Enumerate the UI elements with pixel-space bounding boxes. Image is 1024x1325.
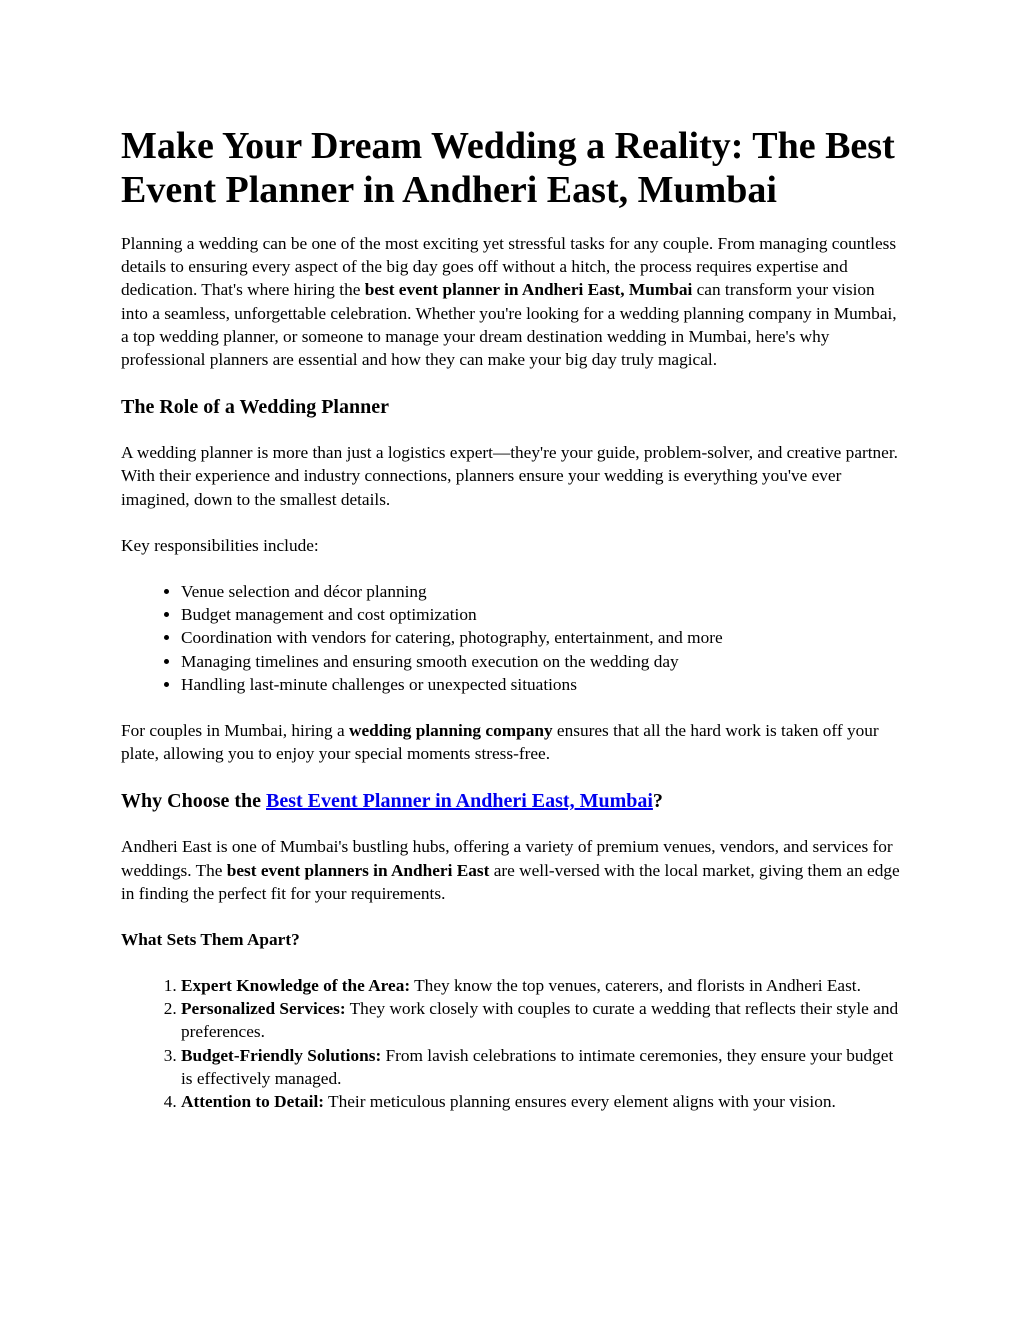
what-sets-apart-heading: What Sets Them Apart? — [121, 930, 300, 950]
list-item: • Coordination with vendors for catering, photography, entertainment, and more — [181, 626, 901, 649]
item-text: They know the top venues, caterers, and florists in Andheri East. — [410, 976, 861, 996]
why-heading — [121, 788, 901, 814]
why-text-2: are well-versed with the local market, giving them an edge in finding the perfect fit for your requirements. — [121, 860, 900, 903]
why-paragraph — [121, 835, 901, 905]
item-bold-label: Budget-Friendly Solutions: — [181, 1045, 382, 1065]
best-event-planner-link[interactable]: Best Event Planner in Andheri East, Mumbai — [266, 790, 653, 813]
why-heading-suffix: ? — [652, 790, 663, 813]
intro-text-2: can transform your vision into a seamless, unforgettable celebration. Whether you're looking for a wedding planning company in Mumbai, a top wedding planner, or someone to manage your dream destination wedding in Mumbai, here's why professional planners are essential and how they can make your big day truly magical. — [121, 280, 897, 370]
list-item: • Managing timelines and ensuring smooth execution on the wedding day — [181, 650, 901, 673]
why-bold-keyword: best event planners in Andheri East — [226, 860, 490, 880]
why-heading-prefix: Why Choose the — [121, 790, 267, 813]
item-text: Their meticulous planning ensures every element aligns with your vision. — [324, 1092, 836, 1112]
closing-text-1: For couples in Mumbai, hiring a — [121, 721, 349, 741]
list-item — [181, 1044, 901, 1090]
item-text: They work closely with couples to curate a wedding that reflects their style and preferences. — [181, 999, 899, 1042]
intro-paragraph — [121, 232, 901, 371]
role-paragraph: A wedding planner is more than just a logistics expert—they're your guide, problem-solver, and creative partner. With their experience and industry connections, planners ensure your wedding is everything you've ever imagined, down to the smallest details. — [121, 443, 898, 509]
item-bold-label: Personalized Services: — [181, 999, 346, 1019]
list-item: • Handling last-minute challenges or unexpected situations — [181, 673, 901, 696]
key-responsibilities-intro: Key responsibilities include: — [121, 535, 319, 555]
list-item — [181, 974, 901, 997]
what-sets-apart-list — [121, 974, 901, 1113]
role-closing-paragraph — [121, 719, 901, 765]
intro-text-1: Planning a wedding can be one of the most exciting yet stressful tasks for any couple. From managing countless details to ensuring every aspect of the big day goes off without a hitch, the process requires expertise and dedication. That's where hiring the — [121, 234, 897, 300]
intro-bold-keyword: best event planner in Andheri East, Mumbai — [364, 280, 693, 300]
list-item: • Venue selection and décor planning — [181, 580, 901, 603]
item-bold-label: Expert Knowledge of the Area: — [181, 976, 411, 996]
closing-text-2: ensures that all the hard work is taken off your plate, allowing you to enjoy your special moments stress-free. — [121, 721, 879, 764]
closing-bold-keyword: wedding planning company — [349, 721, 553, 741]
item-text: From lavish celebrations to intimate ceremonies, they ensure your budget is effectively managed. — [181, 1045, 894, 1088]
why-text-1: Andheri East is one of Mumbai's bustling hubs, offering a variety of premium venues, vendors, and services for weddings. The — [121, 837, 893, 880]
item-bold-label: Attention to Detail: — [181, 1092, 325, 1112]
page-title: Make Your Dream Wedding a Reality: The Best Event Planner in Andheri East, Mumbai — [121, 125, 895, 211]
document-content — [121, 124, 901, 1136]
role-heading: The Role of a Wedding Planner — [121, 396, 389, 419]
list-item: • Budget management and cost optimization — [181, 603, 901, 626]
list-item — [181, 997, 901, 1043]
list-item — [181, 1090, 901, 1113]
responsibilities-list — [121, 580, 901, 696]
